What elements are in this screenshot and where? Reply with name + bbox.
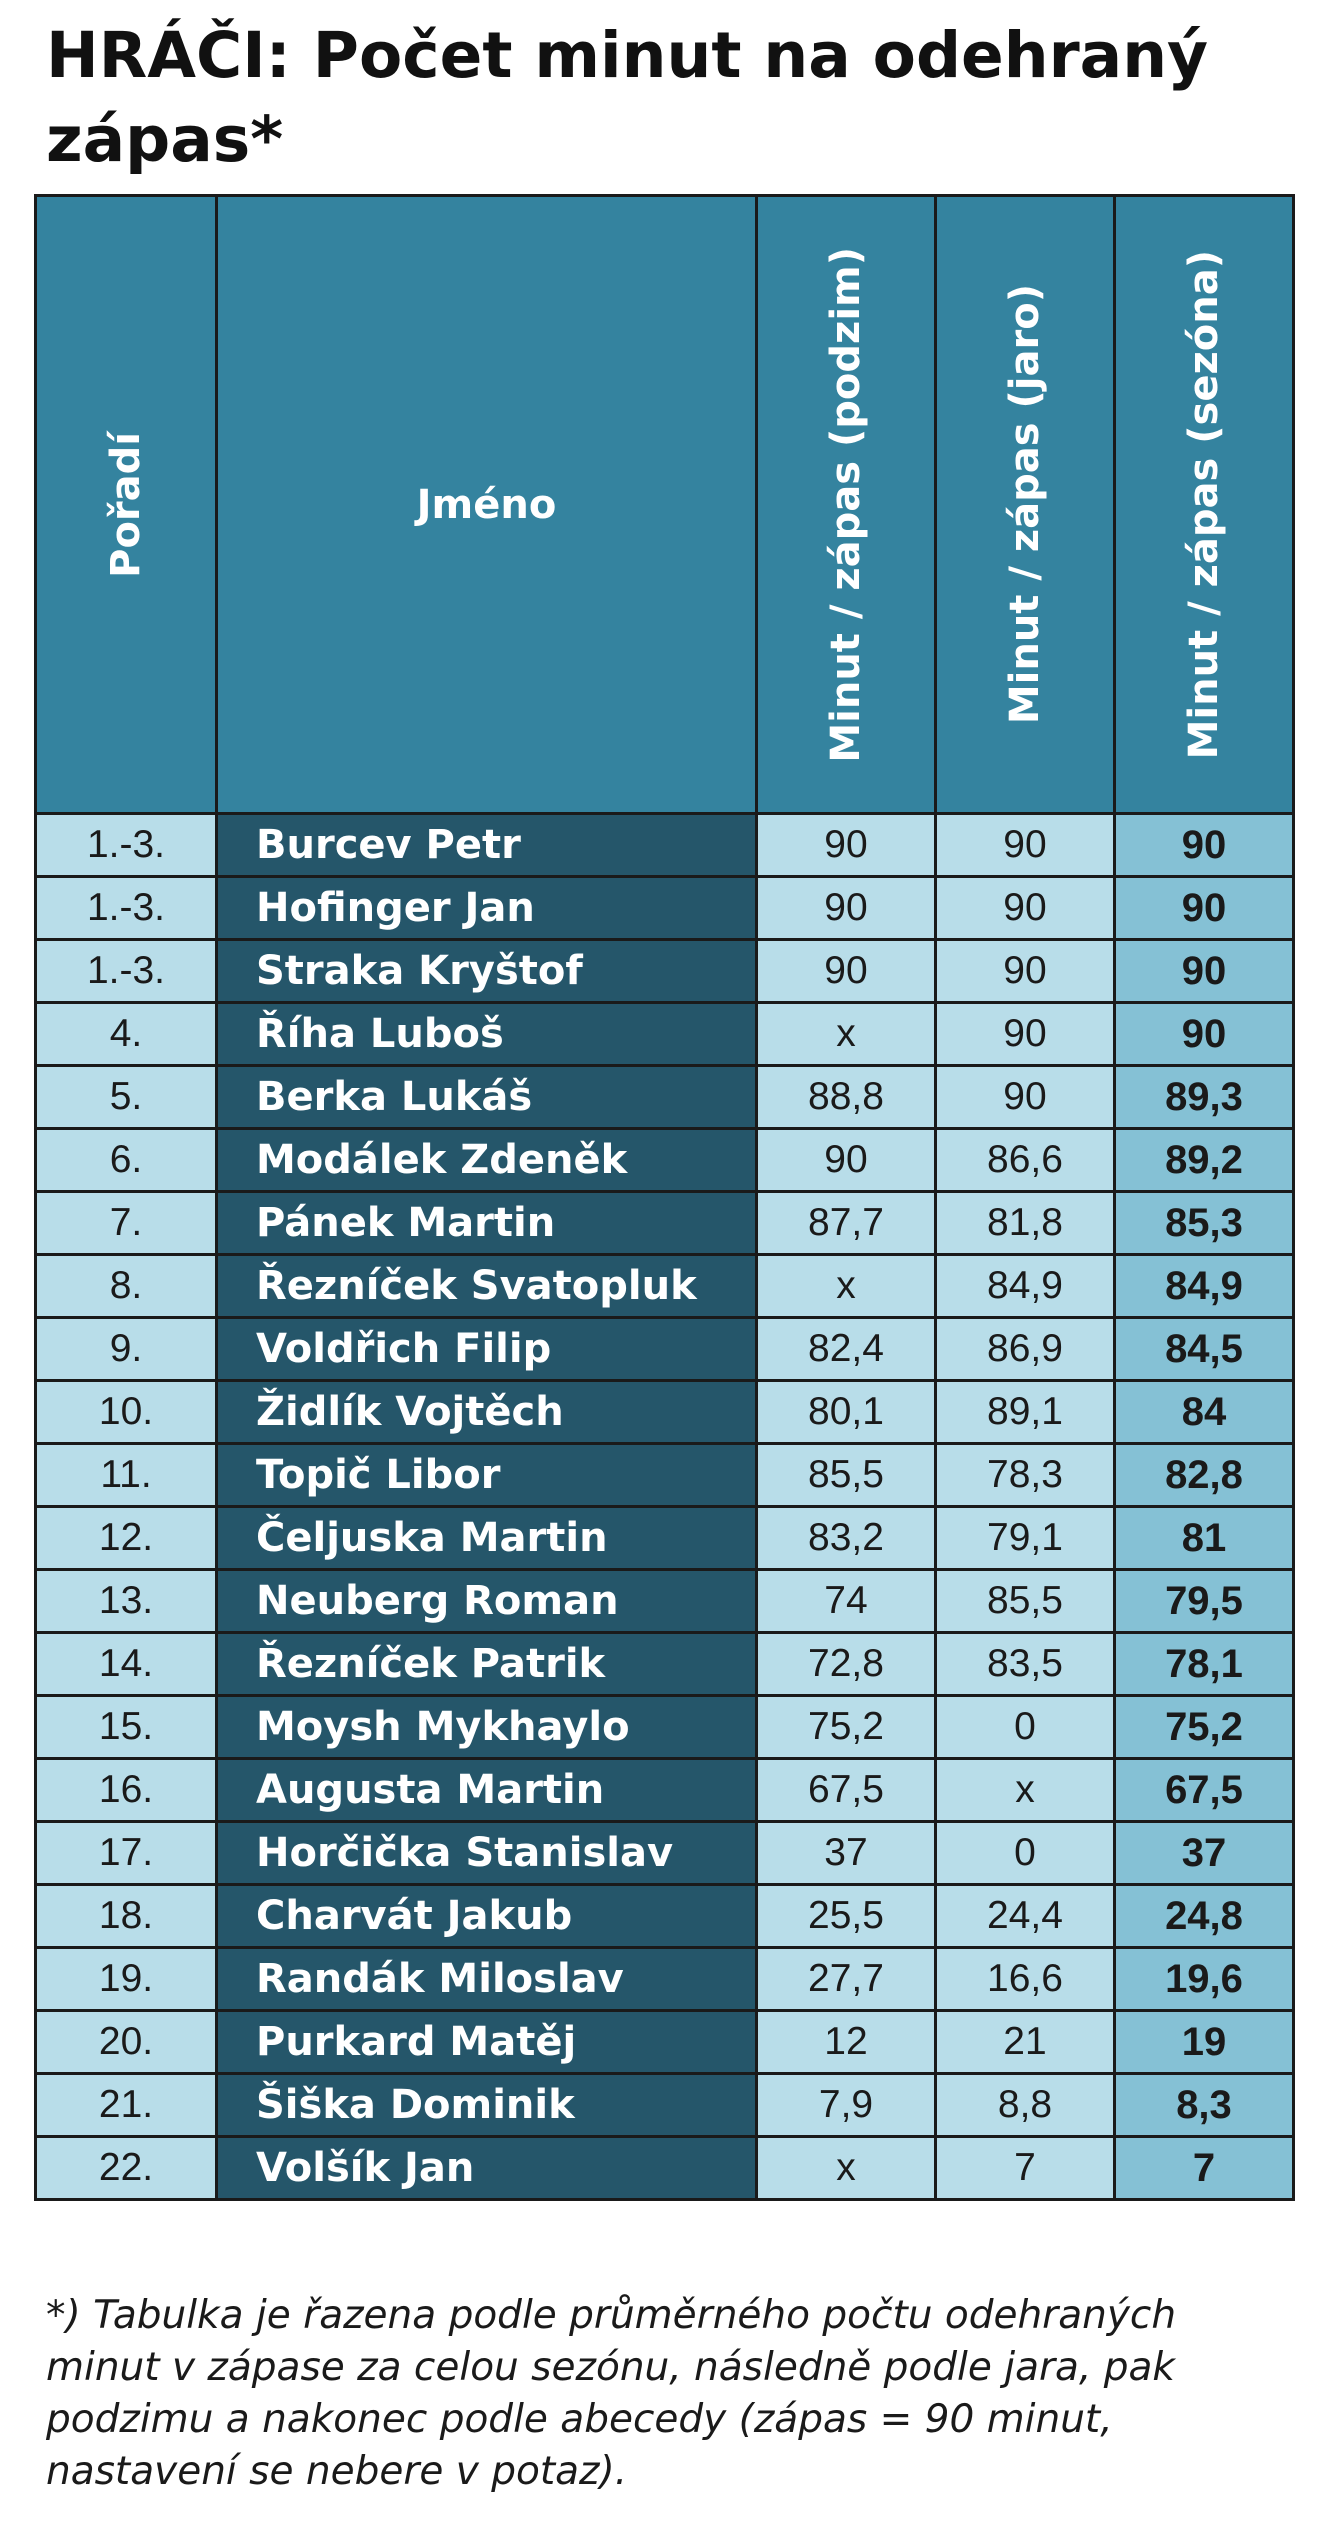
spring-minutes-cell: 83,5 bbox=[936, 1633, 1115, 1696]
autumn-minutes-cell: 67,5 bbox=[757, 1759, 936, 1822]
autumn-minutes-cell: 75,2 bbox=[757, 1696, 936, 1759]
rank-cell: 1.-3. bbox=[36, 814, 217, 877]
season-minutes-cell: 82,8 bbox=[1115, 1444, 1294, 1507]
autumn-minutes-cell: 80,1 bbox=[757, 1381, 936, 1444]
autumn-minutes-cell: 88,8 bbox=[757, 1066, 936, 1129]
table-row bbox=[36, 1948, 1294, 2011]
spring-minutes-cell: 16,6 bbox=[936, 1948, 1115, 2011]
autumn-minutes-cell: 27,7 bbox=[757, 1948, 936, 2011]
season-minutes-cell: 24,8 bbox=[1115, 1885, 1294, 1948]
player-name-cell: Šiška Dominik bbox=[217, 2074, 757, 2137]
season-minutes-cell: 37 bbox=[1115, 1822, 1294, 1885]
table-row bbox=[36, 1759, 1294, 1822]
season-minutes-cell: 19 bbox=[1115, 2011, 1294, 2074]
autumn-minutes-cell: 87,7 bbox=[757, 1192, 936, 1255]
table-row bbox=[36, 1570, 1294, 1633]
season-minutes-cell: 81 bbox=[1115, 1507, 1294, 1570]
spring-minutes-cell: 8,8 bbox=[936, 2074, 1115, 2137]
table-row bbox=[36, 2137, 1294, 2200]
player-name-cell: Berka Lukáš bbox=[217, 1066, 757, 1129]
table-row bbox=[36, 814, 1294, 877]
spring-minutes-cell: 78,3 bbox=[936, 1444, 1115, 1507]
page-title: HRÁČI: Počet minut na odehraný zápas* bbox=[46, 19, 1209, 176]
rank-cell: 7. bbox=[36, 1192, 217, 1255]
rank-cell: 1.-3. bbox=[36, 940, 217, 1003]
autumn-minutes-cell: 7,9 bbox=[757, 2074, 936, 2137]
rank-cell: 9. bbox=[36, 1318, 217, 1381]
season-minutes-cell: 7 bbox=[1115, 2137, 1294, 2200]
season-minutes-cell: 78,1 bbox=[1115, 1633, 1294, 1696]
spring-minutes-cell: x bbox=[936, 1759, 1115, 1822]
rank-cell: 1.-3. bbox=[36, 877, 217, 940]
season-minutes-cell: 89,3 bbox=[1115, 1066, 1294, 1129]
spring-minutes-cell: 85,5 bbox=[936, 1570, 1115, 1633]
table-row bbox=[36, 1444, 1294, 1507]
rank-cell: 20. bbox=[36, 2011, 217, 2074]
player-name-cell: Topič Libor bbox=[217, 1444, 757, 1507]
spring-minutes-cell: 86,9 bbox=[936, 1318, 1115, 1381]
player-name-cell: Horčička Stanislav bbox=[217, 1822, 757, 1885]
rank-cell: 17. bbox=[36, 1822, 217, 1885]
season-minutes-cell: 8,3 bbox=[1115, 2074, 1294, 2137]
spring-minutes-cell: 79,1 bbox=[936, 1507, 1115, 1570]
season-minutes-cell: 75,2 bbox=[1115, 1696, 1294, 1759]
rank-cell: 18. bbox=[36, 1885, 217, 1948]
autumn-minutes-cell: 82,4 bbox=[757, 1318, 936, 1381]
table-row bbox=[36, 877, 1294, 940]
season-minutes-cell: 90 bbox=[1115, 940, 1294, 1003]
table-body bbox=[36, 814, 1294, 2200]
autumn-minutes-cell: x bbox=[757, 2137, 936, 2200]
autumn-minutes-cell: 83,2 bbox=[757, 1507, 936, 1570]
rank-cell: 19. bbox=[36, 1948, 217, 2011]
spring-minutes-cell: 86,6 bbox=[936, 1129, 1115, 1192]
player-name-cell: Burcev Petr bbox=[217, 814, 757, 877]
rank-cell: 6. bbox=[36, 1129, 217, 1192]
rank-cell: 15. bbox=[36, 1696, 217, 1759]
autumn-minutes-cell: 90 bbox=[757, 814, 936, 877]
player-name-cell: Řezníček Patrik bbox=[217, 1633, 757, 1696]
footnote: *) Tabulka je řazena podle průměrného počtu odehraných minut v zápase za celou sezónu, následně podle jara, pak podzimu a nakonec podle abecedy (zápas = 90 minut, nastavení se nebere v potaz). bbox=[46, 2293, 1177, 2494]
header-season-label: Minut / zápas (sezóna) bbox=[1181, 249, 1227, 760]
season-minutes-cell: 67,5 bbox=[1115, 1759, 1294, 1822]
table-row bbox=[36, 1507, 1294, 1570]
rank-cell: 10. bbox=[36, 1381, 217, 1444]
table-row bbox=[36, 1129, 1294, 1192]
autumn-minutes-cell: 90 bbox=[757, 877, 936, 940]
autumn-minutes-cell: x bbox=[757, 1255, 936, 1318]
player-name-cell: Voldřich Filip bbox=[217, 1318, 757, 1381]
player-minutes-table bbox=[34, 194, 1295, 2201]
season-minutes-cell: 79,5 bbox=[1115, 1570, 1294, 1633]
season-minutes-cell: 90 bbox=[1115, 814, 1294, 877]
player-name-cell: Augusta Martin bbox=[217, 1759, 757, 1822]
spring-minutes-cell: 90 bbox=[936, 1066, 1115, 1129]
header-autumn bbox=[757, 196, 936, 814]
autumn-minutes-cell: 90 bbox=[757, 1129, 936, 1192]
table-row bbox=[36, 1822, 1294, 1885]
rank-cell: 22. bbox=[36, 2137, 217, 2200]
spring-minutes-cell: 90 bbox=[936, 1003, 1115, 1066]
player-name-cell: Hofinger Jan bbox=[217, 877, 757, 940]
header-name bbox=[217, 196, 757, 814]
table-row bbox=[36, 940, 1294, 1003]
spring-minutes-cell: 0 bbox=[936, 1822, 1115, 1885]
autumn-minutes-cell: 74 bbox=[757, 1570, 936, 1633]
table-row bbox=[36, 2074, 1294, 2137]
rank-cell: 14. bbox=[36, 1633, 217, 1696]
header-season bbox=[1115, 196, 1294, 814]
rank-cell: 12. bbox=[36, 1507, 217, 1570]
player-name-cell: Čeljuska Martin bbox=[217, 1507, 757, 1570]
autumn-minutes-cell: 72,8 bbox=[757, 1633, 936, 1696]
player-name-cell: Randák Miloslav bbox=[217, 1948, 757, 2011]
player-name-cell: Volšík Jan bbox=[217, 2137, 757, 2200]
rank-cell: 4. bbox=[36, 1003, 217, 1066]
season-minutes-cell: 84,9 bbox=[1115, 1255, 1294, 1318]
table-row bbox=[36, 1255, 1294, 1318]
season-minutes-cell: 84,5 bbox=[1115, 1318, 1294, 1381]
spring-minutes-cell: 24,4 bbox=[936, 1885, 1115, 1948]
spring-minutes-cell: 21 bbox=[936, 2011, 1115, 2074]
autumn-minutes-cell: 25,5 bbox=[757, 1885, 936, 1948]
table-row bbox=[36, 1066, 1294, 1129]
player-name-cell: Charvát Jakub bbox=[217, 1885, 757, 1948]
table-header bbox=[36, 196, 1294, 814]
spring-minutes-cell: 90 bbox=[936, 877, 1115, 940]
player-name-cell: Říha Luboš bbox=[217, 1003, 757, 1066]
spring-minutes-cell: 81,8 bbox=[936, 1192, 1115, 1255]
player-name-cell: Purkard Matěj bbox=[217, 2011, 757, 2074]
spring-minutes-cell: 90 bbox=[936, 814, 1115, 877]
table-row bbox=[36, 1633, 1294, 1696]
spring-minutes-cell: 90 bbox=[936, 940, 1115, 1003]
spring-minutes-cell: 84,9 bbox=[936, 1255, 1115, 1318]
player-name-cell: Straka Kryštof bbox=[217, 940, 757, 1003]
player-name-cell: Neuberg Roman bbox=[217, 1570, 757, 1633]
rank-cell: 8. bbox=[36, 1255, 217, 1318]
table-row bbox=[36, 1318, 1294, 1381]
autumn-minutes-cell: 90 bbox=[757, 940, 936, 1003]
rank-cell: 13. bbox=[36, 1570, 217, 1633]
season-minutes-cell: 84 bbox=[1115, 1381, 1294, 1444]
rank-cell: 16. bbox=[36, 1759, 217, 1822]
autumn-minutes-cell: 37 bbox=[757, 1822, 936, 1885]
spring-minutes-cell: 7 bbox=[936, 2137, 1115, 2200]
autumn-minutes-cell: 12 bbox=[757, 2011, 936, 2074]
player-name-cell: Židlík Vojtěch bbox=[217, 1381, 757, 1444]
header-spring-label: Minut / zápas (jaro) bbox=[1002, 284, 1048, 725]
season-minutes-cell: 90 bbox=[1115, 1003, 1294, 1066]
table-row bbox=[36, 1696, 1294, 1759]
spring-minutes-cell: 89,1 bbox=[936, 1381, 1115, 1444]
table-row bbox=[36, 2011, 1294, 2074]
header-autumn-label: Minut / zápas (podzim) bbox=[823, 246, 869, 763]
season-minutes-cell: 89,2 bbox=[1115, 1129, 1294, 1192]
autumn-minutes-cell: x bbox=[757, 1003, 936, 1066]
player-name-cell: Řezníček Svatopluk bbox=[217, 1255, 757, 1318]
rank-cell: 21. bbox=[36, 2074, 217, 2137]
autumn-minutes-cell: 85,5 bbox=[757, 1444, 936, 1507]
header-name-label: Jméno bbox=[416, 481, 557, 528]
header-spring bbox=[936, 196, 1115, 814]
rank-cell: 5. bbox=[36, 1066, 217, 1129]
season-minutes-cell: 19,6 bbox=[1115, 1948, 1294, 2011]
header-rank bbox=[36, 196, 217, 814]
header-rank-label: Pořadí bbox=[103, 431, 149, 578]
table-row bbox=[36, 1003, 1294, 1066]
header-row bbox=[36, 196, 1294, 814]
table-row bbox=[36, 1381, 1294, 1444]
player-name-cell: Modálek Zdeněk bbox=[217, 1129, 757, 1192]
season-minutes-cell: 85,3 bbox=[1115, 1192, 1294, 1255]
table-row bbox=[36, 1885, 1294, 1948]
player-name-cell: Pánek Martin bbox=[217, 1192, 757, 1255]
rank-cell: 11. bbox=[36, 1444, 217, 1507]
table-row bbox=[36, 1192, 1294, 1255]
player-name-cell: Moysh Mykhaylo bbox=[217, 1696, 757, 1759]
season-minutes-cell: 90 bbox=[1115, 877, 1294, 940]
spring-minutes-cell: 0 bbox=[936, 1696, 1115, 1759]
